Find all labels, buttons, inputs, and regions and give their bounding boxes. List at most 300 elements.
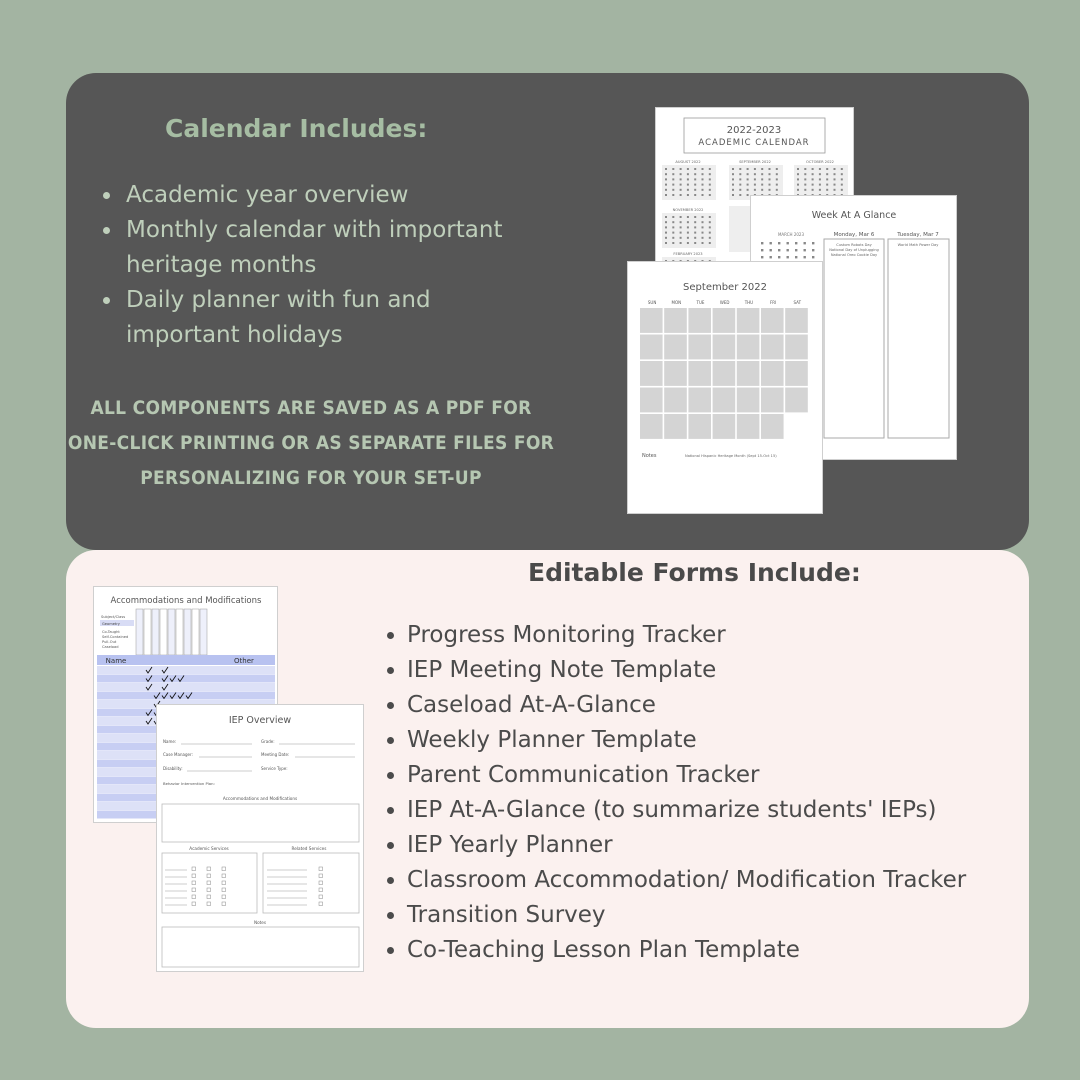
mini-day — [770, 256, 772, 258]
mini-day — [834, 184, 836, 186]
pdf-note: ALL COMPONENTS ARE SAVED AS A PDF FOR ONE-CLICK PRINTING OR AS SEPARATE FILES FOR PERSONALIZING FOR YOUR SET-UP — [67, 397, 555, 489]
mini-day — [754, 168, 756, 170]
mini-day — [761, 242, 763, 244]
accom-name-col: Name — [105, 657, 127, 665]
mini-day — [841, 173, 843, 175]
iep-overview-preview — [157, 705, 363, 971]
checkbox-icon — [319, 881, 323, 885]
checkbox-icon — [319, 888, 323, 892]
calendar-cell — [713, 414, 736, 439]
mini-day — [795, 256, 797, 258]
calendar-cell — [761, 308, 784, 333]
mini-day — [739, 168, 741, 170]
calendar-cell — [664, 308, 687, 333]
accom-title: Accommodations and Modifications — [110, 596, 262, 606]
mini-day — [672, 221, 674, 223]
mini-day — [812, 168, 814, 170]
calendar-title: Calendar Includes: — [165, 114, 428, 143]
mini-day — [819, 184, 821, 186]
mini-day — [797, 189, 799, 191]
calendar-cell — [664, 388, 687, 413]
mini-day — [754, 184, 756, 186]
mini-day — [709, 184, 711, 186]
calendar-cell — [785, 414, 808, 439]
subject-label: Subject/Class — [101, 615, 126, 619]
mini-day — [747, 184, 749, 186]
mini-day — [769, 189, 771, 191]
mini-day — [687, 226, 689, 228]
mini-day — [826, 184, 828, 186]
mini-day — [687, 173, 689, 175]
calendar-cell — [785, 388, 808, 413]
mini-day — [702, 242, 704, 244]
mini-day — [834, 168, 836, 170]
weekday-label: SUN — [647, 300, 657, 305]
mini-day — [702, 232, 704, 234]
calendar-cell — [713, 361, 736, 386]
mini-day — [819, 189, 821, 191]
mini-day — [702, 184, 704, 186]
mini-day — [819, 173, 821, 175]
mini-day — [834, 173, 836, 175]
calendar-cell — [761, 414, 784, 439]
calendar-cell — [785, 308, 808, 333]
mini-day — [739, 194, 741, 196]
mini-month-title: FEBRUARY 2023 — [673, 252, 703, 256]
checkbox-icon — [192, 867, 196, 871]
checkbox-icon — [207, 895, 211, 899]
checkbox-icon — [207, 881, 211, 885]
mini-day — [702, 189, 704, 191]
checkbox-icon — [222, 888, 226, 892]
mini-day — [680, 221, 682, 223]
checkbox-icon — [207, 902, 211, 906]
mini-day — [680, 226, 682, 228]
mini-day — [680, 173, 682, 175]
accom-other-col: Other — [234, 657, 254, 665]
accom-column-header — [184, 609, 191, 655]
accom-column-header — [144, 609, 151, 655]
calendar-cell — [737, 308, 760, 333]
weekday-label: TUE — [696, 300, 705, 305]
accom-column-header — [160, 609, 167, 655]
mini-day — [672, 216, 674, 218]
mini-day — [761, 178, 763, 180]
checkbox-icon — [192, 888, 196, 892]
calendar-cell — [761, 388, 784, 413]
checkbox-icon — [207, 874, 211, 878]
checkbox-icon — [192, 902, 196, 906]
mini-day — [665, 232, 667, 234]
mini-day — [826, 173, 828, 175]
mini-day — [665, 184, 667, 186]
mini-day — [680, 184, 682, 186]
mini-day — [694, 168, 696, 170]
list-item: • Academic year overview — [123, 178, 543, 213]
mini-day — [709, 232, 711, 234]
checkbox-icon — [207, 867, 211, 871]
mini-day — [739, 184, 741, 186]
mini-day — [665, 189, 667, 191]
accom-column-header — [168, 609, 175, 655]
mini-day — [709, 168, 711, 170]
mini-day — [739, 173, 741, 175]
field-label: Grade: — [261, 739, 275, 744]
calendar-cell — [640, 335, 663, 360]
mini-day — [812, 184, 814, 186]
calendar-cell — [713, 388, 736, 413]
mini-day — [804, 242, 806, 244]
field-label: Meeting Date: — [261, 752, 290, 757]
calendar-cell — [737, 388, 760, 413]
mini-day — [761, 249, 763, 251]
mini-day — [687, 232, 689, 234]
checkbox-icon — [222, 874, 226, 878]
mini-day — [702, 194, 704, 196]
mini-day — [680, 237, 682, 239]
calendar-cell — [640, 388, 663, 413]
mini-day — [672, 173, 674, 175]
mini-day — [665, 237, 667, 239]
mini-day — [826, 178, 828, 180]
calendar-cell — [640, 361, 663, 386]
field-label: Service Type: — [261, 766, 288, 771]
checkbox-icon — [192, 881, 196, 885]
accom-column-header — [136, 609, 143, 655]
mini-day — [732, 178, 734, 180]
mini-day — [702, 173, 704, 175]
mini-day — [687, 216, 689, 218]
mini-day — [687, 237, 689, 239]
section-label: Notes — [253, 920, 267, 925]
mini-day — [747, 194, 749, 196]
calendar-cell — [640, 308, 663, 333]
mini-day — [819, 168, 821, 170]
mini-day — [804, 178, 806, 180]
calendar-cell — [688, 414, 711, 439]
mini-day — [687, 184, 689, 186]
accom-column-header — [152, 609, 159, 655]
mini-day — [702, 216, 704, 218]
mini-day — [709, 194, 711, 196]
mini-day — [841, 184, 843, 186]
mini-day — [672, 226, 674, 228]
list-item: • IEP Meeting Note Template — [407, 653, 1047, 688]
mini-day — [826, 189, 828, 191]
mini-day — [797, 184, 799, 186]
mini-day — [804, 184, 806, 186]
mini-day — [709, 242, 711, 244]
mini-day — [702, 221, 704, 223]
mini-month-grid — [662, 213, 716, 248]
mini-month-title: OCTOBER 2022 — [806, 160, 834, 164]
mini-day — [732, 194, 734, 196]
iep-title: IEP Overview — [228, 715, 292, 726]
mini-month-grid — [729, 165, 783, 200]
checkbox-icon — [319, 902, 323, 906]
month-title: September 2022 — [683, 282, 767, 293]
mini-day — [747, 173, 749, 175]
week-col2-label: Tuesday, Mar 7 — [897, 232, 939, 238]
mini-day — [702, 226, 704, 228]
mini-day — [702, 237, 704, 239]
mini-day — [680, 178, 682, 180]
calendar-cell — [688, 335, 711, 360]
mini-day — [826, 168, 828, 170]
mini-day — [761, 189, 763, 191]
calendar-cell — [761, 335, 784, 360]
checkbox-icon — [192, 895, 196, 899]
table-row — [97, 675, 275, 683]
calendar-cell — [785, 335, 808, 360]
list-item: • Monthly calendar with important heritage months — [123, 213, 543, 283]
mini-day — [761, 173, 763, 175]
mini-day — [841, 168, 843, 170]
list-item: • Classroom Accommodation/ Modification Tracker — [407, 863, 1047, 898]
mini-day — [804, 168, 806, 170]
list-item: • Caseload At-A-Glance — [407, 688, 1047, 723]
week-mini-month: MARCH 2023 — [777, 232, 805, 237]
mini-day — [694, 194, 696, 196]
mini-day — [754, 178, 756, 180]
mini-day — [694, 189, 696, 191]
mini-day — [672, 168, 674, 170]
mini-day — [680, 189, 682, 191]
mini-day — [687, 168, 689, 170]
calendar-cell — [688, 308, 711, 333]
mini-day — [776, 184, 778, 186]
mini-day — [665, 216, 667, 218]
checkbox-icon — [319, 874, 323, 878]
mini-day — [709, 178, 711, 180]
mini-month-title: SEPTEMBER 2022 — [739, 160, 771, 164]
forms-title: Editable Forms Include: — [528, 558, 861, 587]
mini-day — [694, 226, 696, 228]
calendar-cell — [664, 361, 687, 386]
mini-day — [709, 173, 711, 175]
accom-column-header — [200, 609, 207, 655]
mini-day — [694, 237, 696, 239]
field-label: Disability: — [163, 766, 183, 771]
list-item: • Parent Communication Tracker — [407, 758, 1047, 793]
checkbox-icon — [319, 867, 323, 871]
mini-day — [761, 168, 763, 170]
mini-day — [804, 173, 806, 175]
mini-day — [797, 173, 799, 175]
week-event: National Day of Unplugging — [829, 248, 879, 252]
academic-title-year: 2022-2023 — [726, 125, 782, 136]
field-label: Name: — [163, 739, 177, 744]
mini-day — [804, 256, 806, 258]
week-col1-label: Monday, Mar 6 — [833, 232, 875, 238]
mini-day — [787, 256, 789, 258]
mini-day — [769, 184, 771, 186]
mini-day — [787, 242, 789, 244]
table-row — [97, 683, 275, 691]
calendar-cell — [785, 361, 808, 386]
mini-day — [797, 178, 799, 180]
mini-day — [709, 237, 711, 239]
list-item: • IEP Yearly Planner — [407, 828, 1047, 863]
checkbox-icon — [319, 895, 323, 899]
calendar-cell — [664, 414, 687, 439]
mini-day — [747, 168, 749, 170]
mini-day — [672, 184, 674, 186]
mini-day — [672, 194, 674, 196]
mini-month-grid — [794, 165, 848, 200]
mini-day — [672, 178, 674, 180]
mini-day — [665, 194, 667, 196]
checkbox-icon — [192, 874, 196, 878]
calendar-cell — [761, 361, 784, 386]
mini-day — [672, 237, 674, 239]
mini-day — [754, 173, 756, 175]
accom-column-header — [176, 609, 183, 655]
mini-day — [687, 194, 689, 196]
field-label: Case Manager: — [163, 752, 193, 757]
mini-day — [776, 173, 778, 175]
mini-day — [770, 249, 772, 251]
option: Caseload — [102, 645, 119, 649]
mini-day — [769, 173, 771, 175]
mini-day — [819, 178, 821, 180]
mini-day — [841, 178, 843, 180]
calendar-cell — [737, 414, 760, 439]
mini-day — [665, 178, 667, 180]
checkbox-icon — [222, 902, 226, 906]
week-event: National Oreo Cookie Day — [830, 253, 878, 257]
calendar-features-list — [98, 178, 543, 353]
mini-day — [812, 189, 814, 191]
calendar-cell — [713, 335, 736, 360]
checkbox-icon — [222, 895, 226, 899]
mini-day — [665, 168, 667, 170]
mini-day — [812, 256, 814, 258]
weekday-label: FRI — [769, 300, 777, 305]
mini-day — [709, 221, 711, 223]
calendar-cell — [640, 414, 663, 439]
section-label: Accommodations and Modifications — [222, 796, 298, 801]
mini-month-title: AUGUST 2022 — [675, 160, 701, 164]
mini-day — [732, 168, 734, 170]
mini-day — [680, 242, 682, 244]
mini-day — [778, 242, 780, 244]
mini-day — [665, 173, 667, 175]
checkbox-icon — [207, 888, 211, 892]
calendar-cell — [664, 335, 687, 360]
mini-day — [841, 189, 843, 191]
mini-day — [778, 256, 780, 258]
mini-day — [761, 256, 763, 258]
mini-day — [687, 189, 689, 191]
mini-day — [812, 249, 814, 251]
mini-day — [732, 184, 734, 186]
mini-day — [732, 173, 734, 175]
mini-day — [747, 178, 749, 180]
calendar-cell — [737, 335, 760, 360]
mini-day — [672, 189, 674, 191]
field-label: Behavior Intervention Plan: — [163, 781, 215, 786]
section-label: Related Services — [291, 846, 327, 851]
mini-day — [754, 189, 756, 191]
checkbox-icon — [222, 867, 226, 871]
week-event: World Math Power Day — [897, 243, 939, 247]
mini-day — [665, 221, 667, 223]
mini-day — [694, 221, 696, 223]
mini-day — [709, 189, 711, 191]
mini-day — [834, 189, 836, 191]
mini-day — [702, 168, 704, 170]
week-event: Custom Robots Day — [836, 243, 872, 247]
list-item: • Daily planner with fun and important holidays — [123, 283, 543, 353]
mini-day — [687, 178, 689, 180]
mini-day — [747, 189, 749, 191]
mini-day — [776, 178, 778, 180]
mini-day — [776, 168, 778, 170]
mini-month-title: NOVEMBER 2022 — [672, 208, 704, 212]
list-item: • Transition Survey — [407, 898, 1047, 933]
mini-day — [709, 216, 711, 218]
mini-day — [795, 242, 797, 244]
mini-day — [672, 232, 674, 234]
week-title: Week At A Glance — [811, 210, 897, 221]
mini-day — [739, 189, 741, 191]
mini-day — [694, 184, 696, 186]
mini-day — [665, 226, 667, 228]
mini-day — [812, 242, 814, 244]
list-item: • Co-Teaching Lesson Plan Template — [407, 933, 1047, 968]
mini-day — [778, 249, 780, 251]
mini-day — [709, 226, 711, 228]
mini-day — [739, 178, 741, 180]
mini-day — [694, 242, 696, 244]
mini-day — [694, 173, 696, 175]
mini-day — [694, 178, 696, 180]
mini-day — [687, 221, 689, 223]
heritage-note: National Hispanic Heritage Month (Sept 15-Oct 15) — [685, 454, 777, 458]
mini-day — [812, 178, 814, 180]
option: Self-Contained — [102, 635, 129, 639]
checkbox-icon — [222, 881, 226, 885]
mini-day — [680, 216, 682, 218]
subject-value: Geometry — [102, 622, 120, 626]
weekday-label: SAT — [793, 300, 802, 305]
forms-list — [382, 618, 1047, 968]
mini-day — [665, 242, 667, 244]
list-item: • Progress Monitoring Tracker — [407, 618, 1047, 653]
mini-day — [804, 189, 806, 191]
mini-day — [812, 173, 814, 175]
accom-column-header — [192, 609, 199, 655]
mini-day — [694, 232, 696, 234]
mini-day — [672, 242, 674, 244]
mini-day — [680, 232, 682, 234]
mini-day — [804, 249, 806, 251]
mini-day — [769, 168, 771, 170]
mini-day — [702, 178, 704, 180]
weekday-label: WED — [719, 300, 730, 305]
mini-day — [761, 184, 763, 186]
notes-label: Notes — [642, 453, 657, 459]
mini-day — [680, 168, 682, 170]
list-item: • IEP At-A-Glance (to summarize students' IEPs) — [407, 793, 1047, 828]
mini-day — [694, 216, 696, 218]
table-row — [97, 666, 275, 674]
monthly-calendar-preview — [628, 262, 822, 513]
academic-title: ACADEMIC CALENDAR — [698, 138, 810, 148]
mini-month-grid — [662, 165, 716, 200]
section-label: Academic Services — [189, 846, 229, 851]
